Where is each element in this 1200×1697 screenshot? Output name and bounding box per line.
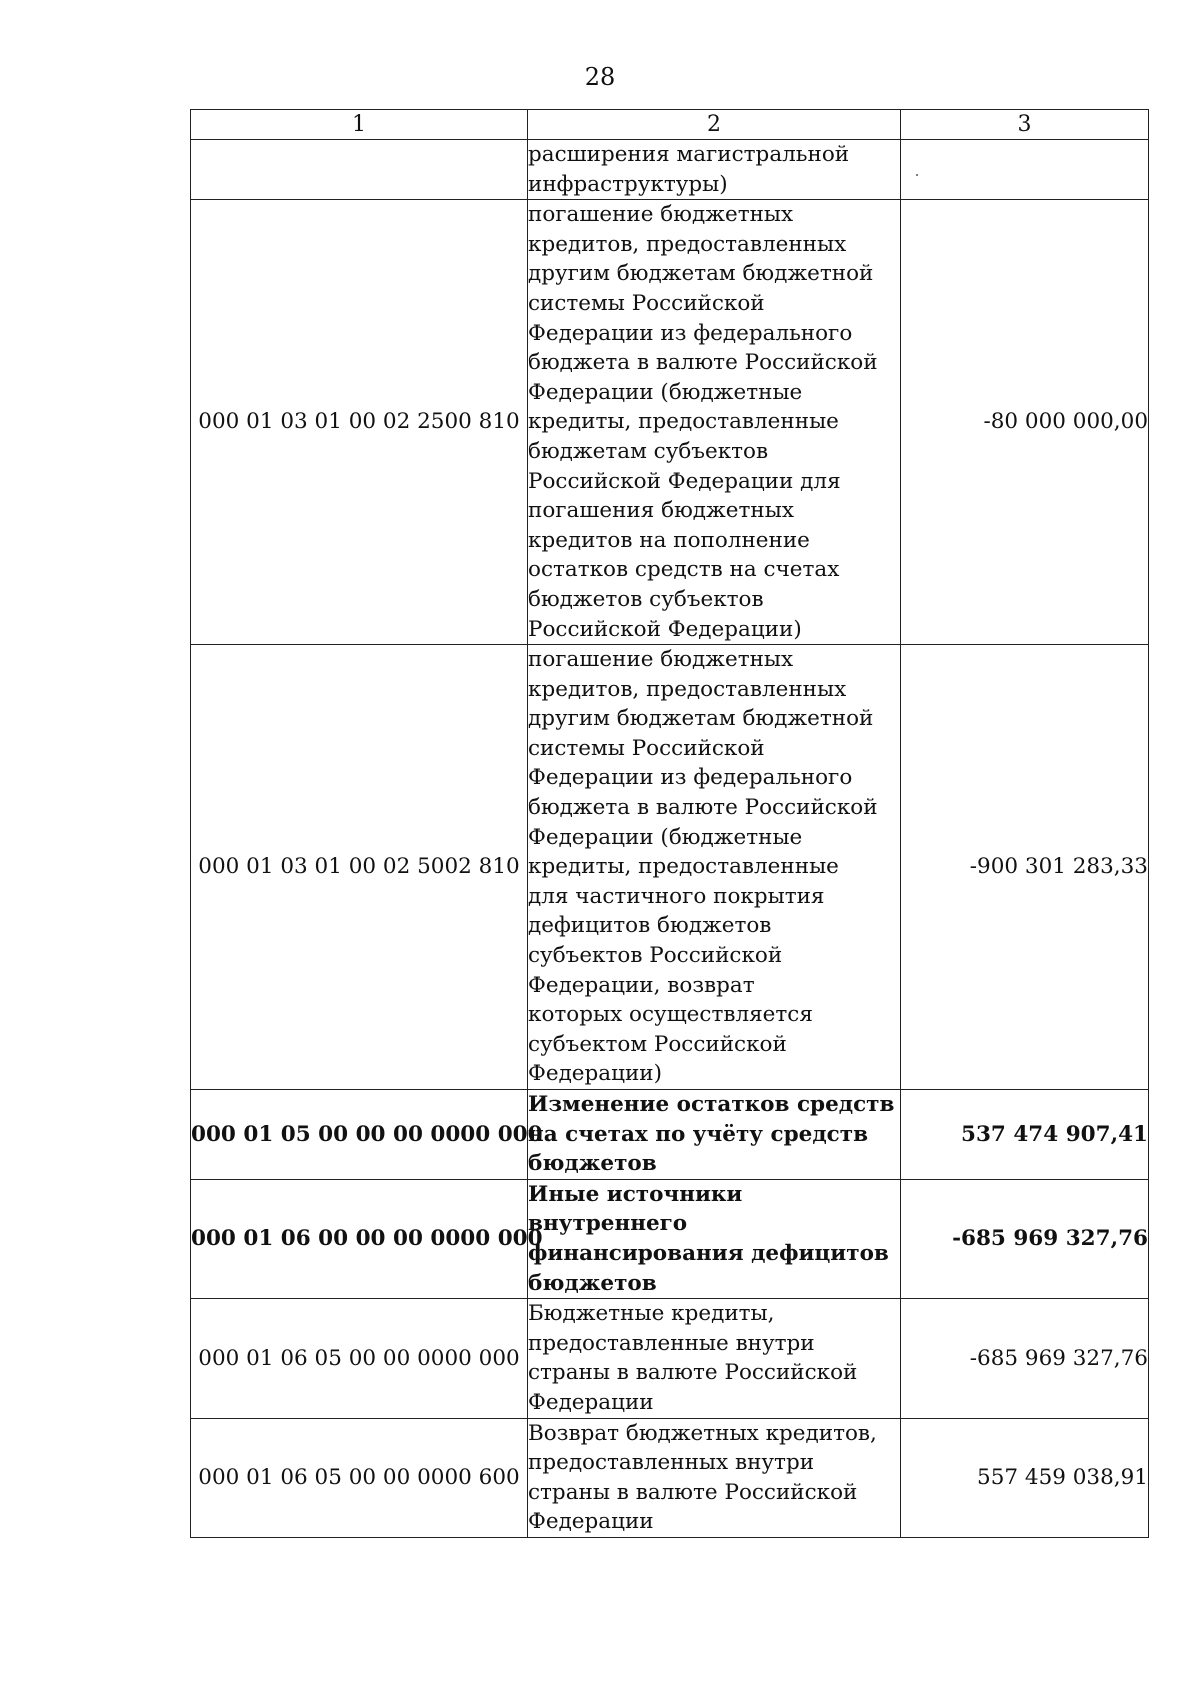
description-line: системы Российской xyxy=(528,290,765,316)
description-line: субъектом Российской xyxy=(528,1031,787,1057)
description-line: остатков средств на счетах xyxy=(528,557,840,583)
row-description xyxy=(528,200,901,645)
description-line: погашение бюджетных xyxy=(528,202,794,228)
description-line: внутреннего xyxy=(528,1211,688,1237)
table-row xyxy=(191,1418,1149,1537)
table-row xyxy=(191,1090,1149,1180)
row-amount xyxy=(901,140,1149,200)
description-line: инфраструктуры) xyxy=(528,171,728,197)
table-header xyxy=(191,110,1149,140)
row-code: 000 01 06 05 00 00 0000 600 xyxy=(191,1418,528,1537)
description-line: финансирования дефицитов xyxy=(528,1240,889,1266)
description-line: кредиты, предоставленные xyxy=(528,409,839,435)
column-header-description: 2 xyxy=(528,110,901,140)
table-row xyxy=(191,200,1149,645)
description-line: Федерации) xyxy=(528,1061,662,1087)
row-description xyxy=(528,140,901,200)
row-code: 000 01 03 01 00 02 2500 810 xyxy=(191,200,528,645)
description-line: Федерации (бюджетные xyxy=(528,379,803,405)
row-amount: -80 000 000,00 xyxy=(901,200,1149,645)
description-line: кредитов, предоставленных xyxy=(528,676,847,702)
description-line: предоставленных внутри xyxy=(528,1450,815,1476)
description-line: Изменение остатков средств xyxy=(528,1092,895,1117)
description-line: Бюджетные кредиты, xyxy=(528,1301,775,1327)
description-line: бюджета в валюте Российской xyxy=(528,795,878,821)
description-line: предоставленные внутри xyxy=(528,1330,815,1356)
row-amount: -900 301 283,33 xyxy=(901,645,1149,1090)
description-line: бюджетов xyxy=(528,1270,657,1296)
description-line: погашение бюджетных xyxy=(528,647,794,673)
description-line: Российской Федерации) xyxy=(528,616,802,642)
description-line: системы Российской xyxy=(528,735,765,761)
description-line: которых осуществляется xyxy=(528,1002,813,1028)
table-row xyxy=(191,645,1149,1090)
description-line: Российской Федерации для xyxy=(528,468,841,494)
description-line: для частичного покрытия xyxy=(528,883,825,909)
description-line: погашения бюджетных xyxy=(528,498,794,524)
description-line: Федерации xyxy=(528,1389,654,1415)
row-code xyxy=(191,140,528,200)
row-code: 000 01 06 00 00 00 0000 000 xyxy=(191,1179,528,1298)
column-header-code: 1 xyxy=(191,110,528,140)
description-line: Иные источники xyxy=(528,1181,743,1207)
description-line: дефицитов бюджетов xyxy=(528,913,772,939)
description-line: кредитов, предоставленных xyxy=(528,231,847,257)
description-line: Федерации (бюджетные xyxy=(528,824,803,850)
row-amount: 557 459 038,91 xyxy=(901,1418,1149,1537)
description-line: кредитов на пополнение xyxy=(528,527,810,553)
description-line: Федерации xyxy=(528,1509,654,1535)
table-row xyxy=(191,1179,1149,1298)
column-header-amount: 3 xyxy=(901,110,1149,140)
row-amount: 537 474 907,41 xyxy=(901,1090,1149,1180)
row-code: 000 01 06 05 00 00 0000 000 xyxy=(191,1299,528,1418)
budget-sources-table xyxy=(190,109,1149,1538)
description-line: Федерации из федерального xyxy=(528,765,853,791)
description-line: на счетах по учёту средств xyxy=(528,1121,869,1147)
row-description xyxy=(528,645,901,1090)
description-line: расширения магистральной xyxy=(528,142,850,167)
description-line: бюджетам субъектов xyxy=(528,438,769,464)
description-line: страны в валюте Российской xyxy=(528,1360,858,1386)
row-description xyxy=(528,1090,901,1180)
table-body xyxy=(191,140,1149,1538)
description-line: бюджета в валюте Российской xyxy=(528,350,878,376)
description-line: Федерации, возврат xyxy=(528,972,755,998)
description-line: бюджетов субъектов xyxy=(528,586,764,612)
description-line: кредиты, предоставленные xyxy=(528,854,839,880)
row-code: 000 01 05 00 00 00 0000 000 xyxy=(191,1090,528,1180)
description-line: Возврат бюджетных кредитов, xyxy=(528,1420,877,1446)
row-description xyxy=(528,1418,901,1537)
description-line: другим бюджетам бюджетной xyxy=(528,261,874,287)
description-line: другим бюджетам бюджетной xyxy=(528,706,874,732)
row-description xyxy=(528,1299,901,1418)
description-line: страны в валюте Российской xyxy=(528,1479,858,1505)
description-line: Федерации из федерального xyxy=(528,320,853,346)
header-row xyxy=(191,110,1149,140)
page-number: 28 xyxy=(584,63,616,91)
row-amount: -685 969 327,76 xyxy=(901,1179,1149,1298)
table-row xyxy=(191,140,1149,200)
scan-speck xyxy=(916,174,918,176)
row-code: 000 01 03 01 00 02 5002 810 xyxy=(191,645,528,1090)
row-amount: -685 969 327,76 xyxy=(901,1299,1149,1418)
description-line: бюджетов xyxy=(528,1151,657,1177)
description-line: субъектов Российской xyxy=(528,943,783,969)
table-row xyxy=(191,1299,1149,1418)
row-description xyxy=(528,1179,901,1298)
